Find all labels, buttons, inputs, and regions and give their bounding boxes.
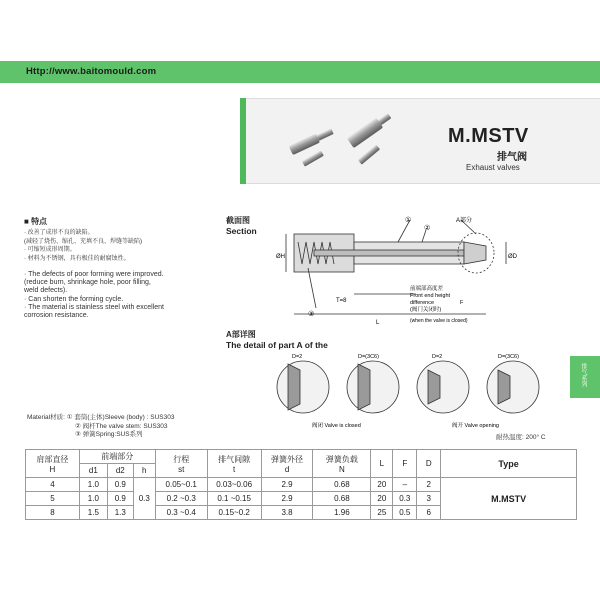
valve-sleeve-shape-2 — [347, 118, 383, 148]
section-heading-en: Section — [226, 226, 257, 236]
features-heading — [24, 216, 47, 227]
col-header-type: Type — [441, 450, 577, 478]
section-heading-cn: 截面图 — [226, 216, 250, 225]
cell-spring-d: 3.8 — [261, 506, 313, 520]
table-row — [26, 478, 577, 492]
cell-d: 2 — [417, 478, 441, 492]
cell-load: 0.68 — [313, 492, 371, 506]
features-en-list — [24, 271, 164, 320]
col-header-l: L — [371, 450, 393, 478]
cell-d1: 1.0 — [79, 492, 107, 506]
feature-en-2: (reduce burn, shrinkage hole, poor filling, — [24, 279, 151, 287]
label-t: T=8 — [336, 298, 347, 304]
product-name-cn: 排气阀 — [497, 152, 527, 163]
cell-d: 6 — [417, 506, 441, 520]
cell-d2: 0.9 — [107, 492, 133, 506]
feature-cn-1: · 改善了成形不良的缺陷。 — [24, 230, 94, 236]
label-l: L — [376, 320, 380, 326]
cell-d: 3 — [417, 492, 441, 506]
col-header-spring-d: 弹簧外径 d — [261, 450, 313, 478]
col-header-d2: d2 — [107, 464, 133, 478]
detail-label-2: D=(3C6) — [358, 354, 379, 360]
detail-circle-4 — [487, 361, 539, 413]
cell-l: 20 — [371, 492, 393, 506]
features-heading-text: 特点 — [31, 217, 48, 226]
col-header-h: 肩部直径 H — [26, 450, 80, 478]
valve-stem-shape-2 — [358, 145, 380, 165]
detail-label-3: D=2 — [432, 354, 443, 360]
features-cn-list — [24, 229, 142, 263]
valve-tip-shape-1 — [317, 128, 334, 140]
cell-h: 8 — [26, 506, 80, 520]
material-item-2: ② 阀杆The valve stem: SUS303 — [75, 422, 168, 430]
col-header-hh: h — [133, 464, 155, 478]
cell-d2: 1.3 — [107, 506, 133, 520]
detail-circle-3 — [417, 361, 469, 413]
cell-h: 4 — [26, 478, 80, 492]
table-header-row-1 — [26, 450, 577, 464]
label-part-a: A部分 — [456, 218, 473, 224]
valve-stem-shape — [314, 250, 464, 256]
valve-closed-caption: 阀闭 Valve is closed — [312, 423, 361, 429]
material-item-3: ③ 弹簧Spring:SUS系列 — [75, 431, 143, 438]
cell-spring-d: 2.9 — [261, 478, 313, 492]
bullet-square-icon: ■ — [24, 217, 32, 226]
label-h: ØH — [276, 254, 285, 260]
materials-label: Material材质: — [27, 414, 65, 421]
cell-t: 0.1 ~0.15 — [207, 492, 261, 506]
spec-table — [25, 449, 577, 520]
detail-tip-4 — [498, 370, 510, 404]
cell-type: M.MSTV — [441, 478, 577, 520]
feature-en-5: · The material is stainless steel with excellent — [24, 303, 164, 311]
detail-label-1: D=2 — [292, 354, 303, 360]
cell-load: 1.96 — [313, 506, 371, 520]
note-cn-closed: (阀门关闭时) — [410, 307, 442, 313]
cell-t: 0.03~0.06 — [207, 478, 261, 492]
valve-stem-shape-1 — [302, 150, 324, 166]
detail-tip-2 — [358, 364, 370, 410]
product-photo — [282, 104, 402, 174]
cell-h: 5 — [26, 492, 80, 506]
detail-label-4: D=(3C6) — [498, 354, 519, 360]
note-cn-front: 前端部高度差 — [410, 286, 444, 292]
detail-a-drawings — [270, 350, 560, 432]
section-drawing — [276, 212, 526, 330]
valve-sleeve-shape-1 — [289, 133, 320, 155]
note-f: F — [460, 300, 464, 306]
valve-open-caption: 阀开 Valve opening — [452, 423, 499, 429]
feature-cn-2: (减轻了烧伤、缩孔、充填不良、焊缝等缺陷) — [24, 238, 142, 245]
product-name-en: Exhaust valves — [466, 163, 520, 172]
cell-h-shared: 0.3 — [133, 478, 155, 520]
label-circle-2: ② — [424, 225, 431, 232]
cell-l: 20 — [371, 478, 393, 492]
feature-en-3: weld defects). — [24, 287, 68, 295]
detail-circle-1 — [277, 361, 329, 413]
col-header-t: 排气间隙 t — [207, 450, 261, 478]
feature-cn-3: · 可缩短成形周期。 — [24, 247, 76, 254]
cell-f: 0.5 — [393, 506, 417, 520]
feature-en-6: corrosion resistance. — [24, 312, 89, 320]
detail-circle-2 — [347, 361, 399, 413]
label-circle-3: ③ — [308, 311, 315, 318]
col-header-front: 前端部分 — [79, 450, 155, 464]
side-tab-label: 排气系列 — [580, 363, 586, 387]
cell-st: 0.2 ~0.3 — [155, 492, 207, 506]
note-en-front-1: Front end height — [410, 293, 451, 299]
product-code: M.MSTV — [448, 125, 529, 147]
valve-tip-shape — [464, 242, 486, 264]
detail-tip-3 — [428, 370, 440, 404]
cell-l: 25 — [371, 506, 393, 520]
header-accent-stripe — [240, 98, 246, 184]
detail-heading-en: The detail of part A of the — [226, 340, 328, 350]
cell-spring-d: 2.9 — [261, 492, 313, 506]
feature-en-4: · Can shorten the forming cycle. — [24, 295, 124, 303]
detail-tip-1 — [288, 364, 300, 410]
cell-f: – — [393, 478, 417, 492]
note-en-front-2: difference — [410, 300, 435, 306]
heat-resistance-note: 耐热温度: 200° C — [496, 434, 546, 441]
cell-d2: 0.9 — [107, 478, 133, 492]
material-item-1: ① 套筒(主体)Sleeve (body) : SUS303 — [66, 414, 175, 421]
cell-st: 0.05~0.1 — [155, 478, 207, 492]
leader-3 — [308, 268, 316, 308]
col-header-d: D — [417, 450, 441, 478]
website-url[interactable]: Http://www.baitomould.com — [26, 66, 157, 77]
detail-heading-cn: A部详图 — [226, 330, 256, 339]
cell-d1: 1.0 — [79, 478, 107, 492]
col-header-st: 行程 st — [155, 450, 207, 478]
col-header-f: F — [393, 450, 417, 478]
feature-en-1: · The defects of poor forming were improved. — [24, 271, 164, 278]
cell-st: 0.3 ~0.4 — [155, 506, 207, 520]
note-en-closed: (when the valve is closed) — [410, 318, 468, 324]
cell-d1: 1.5 — [79, 506, 107, 520]
cell-f: 0.3 — [393, 492, 417, 506]
materials-block — [27, 414, 174, 440]
col-header-d1: d1 — [79, 464, 107, 478]
cell-load: 0.68 — [313, 478, 371, 492]
label-circle-1: ① — [405, 217, 412, 224]
cell-t: 0.15~0.2 — [207, 506, 261, 520]
feature-cn-4: · 材料为不锈钢，具有极佳的耐腐蚀性。 — [24, 255, 130, 262]
col-header-load: 弹簧负载 N — [313, 450, 371, 478]
label-d: ØD — [508, 254, 517, 260]
